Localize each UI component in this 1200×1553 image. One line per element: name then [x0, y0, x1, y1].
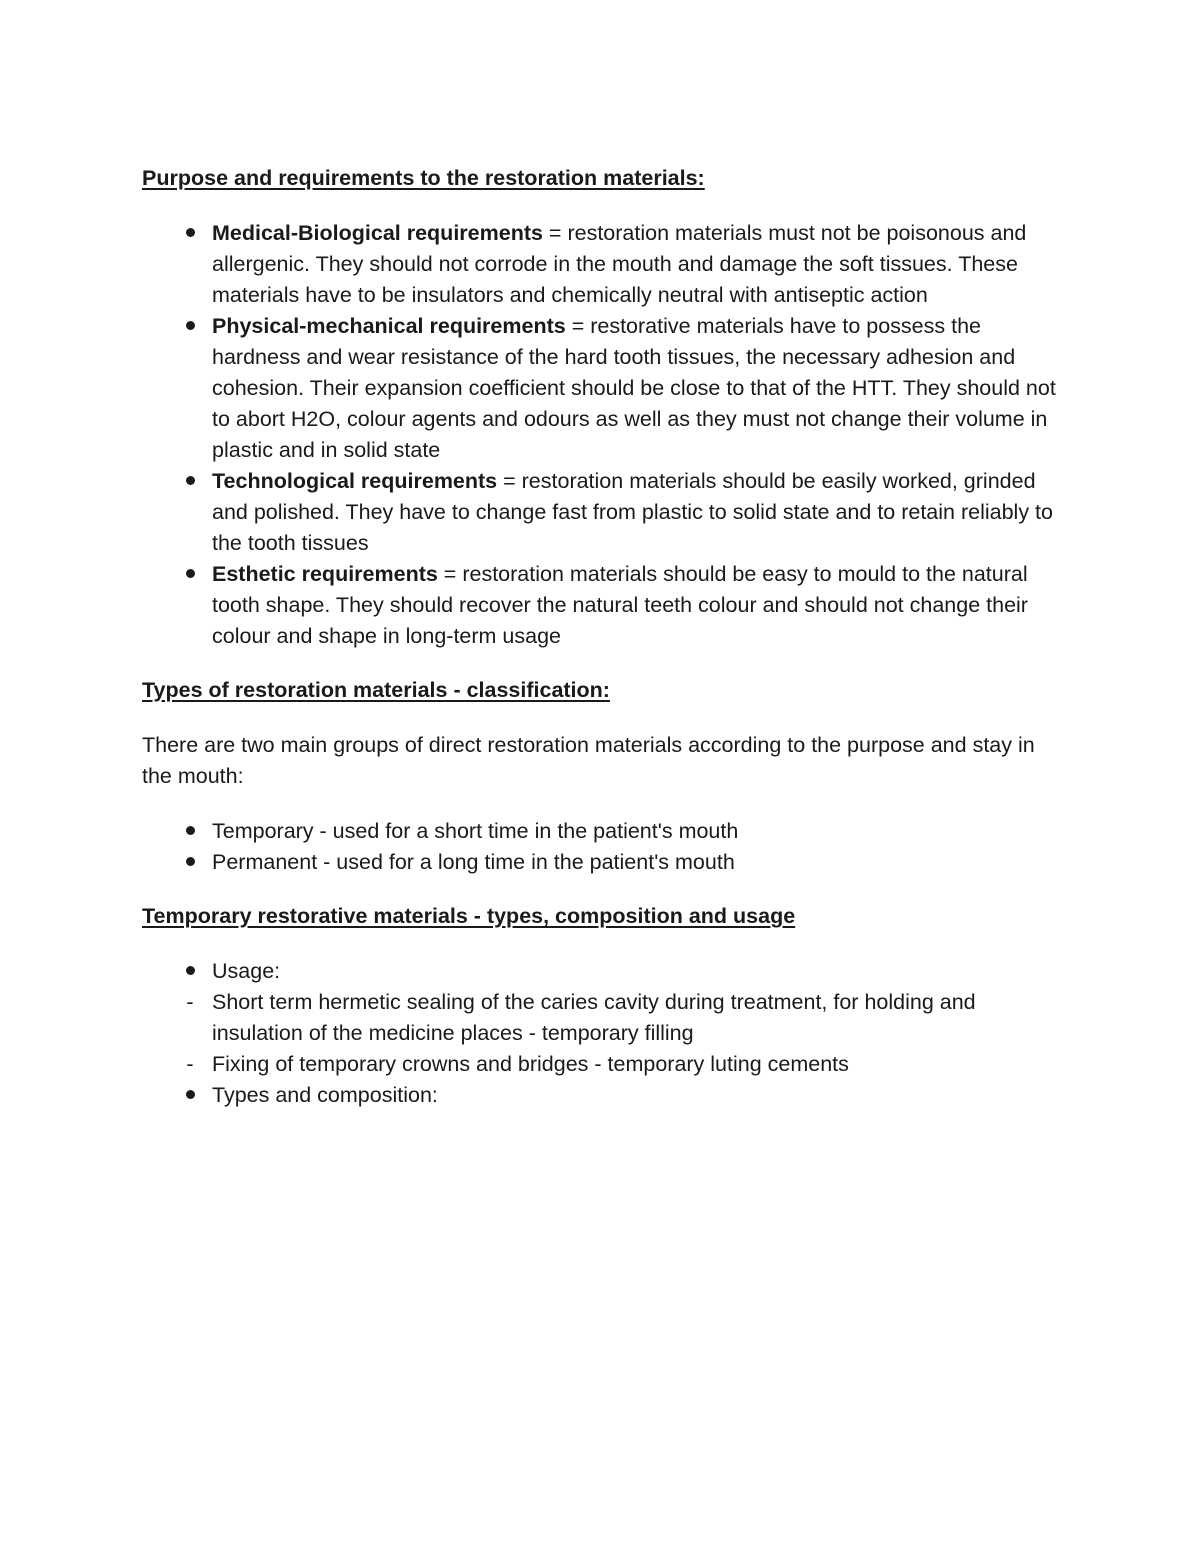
requirement-term: Esthetic requirements [212, 562, 438, 586]
list-item [142, 1049, 1062, 1080]
document-page [142, 163, 1062, 1111]
list-item [142, 559, 1062, 652]
requirement-text: = restoration materials must not be poisonous and allergenic. They should not corrode in the mouth and damage the soft tissues. These materials have to be insulators and chemically neutral with antiseptic action [212, 221, 1027, 307]
list-item [142, 956, 1062, 987]
list-item [142, 816, 1062, 847]
bullet-icon [180, 311, 200, 342]
list-item [142, 987, 1062, 1049]
intro-paragraph: There are two main groups of direct restoration materials according to the purpose and stay in the mouth: [142, 733, 1035, 788]
list-item [142, 847, 1062, 878]
list-item [142, 466, 1062, 559]
temporary-list [142, 956, 1062, 1111]
dash-icon: - [186, 990, 194, 1014]
bullet-icon [180, 559, 200, 590]
bullet-icon [180, 466, 200, 497]
list-item [142, 1080, 1062, 1111]
requirement-text: = restoration materials should be easy to mould to the natural tooth shape. They should recover the natural teeth colour and should not change their colour and shape in long-term usage [212, 562, 1028, 648]
section-heading-types: Types of restoration materials - classification: [142, 678, 610, 702]
requirement-term: Medical-Biological requirements [212, 221, 543, 245]
list-item-text: Permanent - used for a long time in the patient's mouth [212, 850, 735, 874]
list-item-text: Short term hermetic sealing of the caries cavity during treatment, for holding and insulation of the medicine places - temporary filling [212, 990, 976, 1045]
section-heading-purpose: Purpose and requirements to the restoration materials: [142, 166, 705, 190]
bullet-icon [180, 218, 200, 249]
list-item [142, 311, 1062, 466]
bullet-icon [180, 816, 200, 847]
requirement-term: Physical-mechanical requirements [212, 314, 566, 338]
requirements-list [142, 218, 1062, 652]
list-item-text: Usage: [212, 959, 281, 983]
list-item-text: Temporary - used for a short time in the patient's mouth [212, 819, 739, 843]
requirement-text: = restoration materials should be easily worked, grinded and polished. They have to change fast from plastic to solid state and to retain reliably to the tooth tissues [212, 469, 1053, 555]
list-item-text: Fixing of temporary crowns and bridges - temporary luting cements [212, 1052, 849, 1076]
list-item-text: Types and composition: [212, 1083, 438, 1107]
list-item [142, 218, 1062, 311]
requirement-term: Technological requirements [212, 469, 498, 493]
section-heading-temporary: Temporary restorative materials - types, composition and usage [142, 904, 796, 928]
bullet-icon [180, 847, 200, 878]
requirement-text: = restorative materials have to possess the hardness and wear resistance of the hard tooth tissues, the necessary adhesion and cohesion. Their expansion coefficient should be close to that of the HTT. They should not to abort H2O, colour agents and odours as well as they must not change their volume in plastic and in solid state [212, 314, 1056, 462]
dash-icon: - [186, 1052, 194, 1076]
types-list [142, 816, 1062, 878]
bullet-icon [180, 1080, 200, 1111]
bullet-icon [180, 956, 200, 987]
